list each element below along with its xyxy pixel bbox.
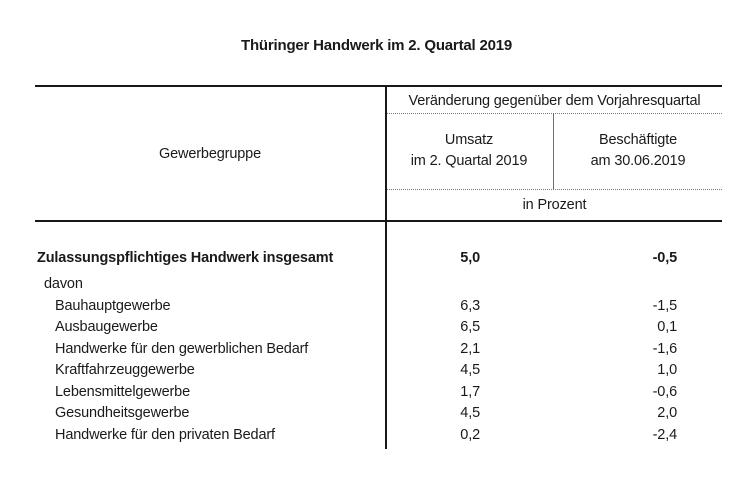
column-header-umsatz-line2: im 2. Quartal 2019 <box>410 153 528 169</box>
column-header-beschaeftigte <box>554 130 722 172</box>
column-header-gewerbegruppe: Gewerbegruppe <box>158 146 262 162</box>
table-row <box>35 403 722 425</box>
row-beschaeftigte-value: -1,6 <box>652 340 677 357</box>
row-beschaeftigte-value: -0,5 <box>652 249 677 266</box>
page-title: Thüringer Handwerk im 2. Quartal 2019 <box>240 37 513 54</box>
row-beschaeftigte-value: 1,0 <box>657 362 677 379</box>
table-row <box>35 381 722 403</box>
row-label: Handwerke für den gewerblichen Bedarf <box>55 340 309 357</box>
table-row <box>35 360 722 382</box>
column-header-umsatz <box>385 130 553 172</box>
table-top-border <box>35 85 722 87</box>
row-umsatz-value: 0,2 <box>460 426 480 443</box>
header-dotted-line-bottom <box>387 189 722 190</box>
column-header-beschaeftigte-line1: Beschäftigte <box>599 132 677 148</box>
row-umsatz-value: 6,5 <box>460 319 480 336</box>
row-umsatz-value: 5,0 <box>460 249 480 266</box>
row-label: davon <box>44 276 83 293</box>
row-beschaeftigte-value: 0,1 <box>657 319 677 336</box>
row-umsatz-value: 6,3 <box>460 297 480 314</box>
row-label: Handwerke für den privaten Bedarf <box>55 426 275 443</box>
row-label: Kraftfahrzeuggewerbe <box>55 362 195 379</box>
table-header-bottom-border <box>35 220 722 222</box>
row-beschaeftigte-value: -1,5 <box>652 297 677 314</box>
span-header-veraenderung: Veränderung gegenüber dem Vorjahresquartal <box>408 93 701 109</box>
table-row <box>35 295 722 317</box>
table-row <box>35 424 722 446</box>
row-label: Gesundheitsgewerbe <box>55 405 190 422</box>
column-header-beschaeftigte-line2: am 30.06.2019 <box>590 153 686 169</box>
row-beschaeftigte-value: -0,6 <box>652 383 677 400</box>
row-umsatz-value: 4,5 <box>460 362 480 379</box>
header-dotted-line-top <box>387 113 722 114</box>
row-label: Lebensmittelgewerbe <box>55 383 190 400</box>
column-header-umsatz-line1: Umsatz <box>444 132 494 148</box>
table-row <box>35 247 722 269</box>
table-row <box>35 338 722 360</box>
row-umsatz-value: 1,7 <box>460 383 480 400</box>
row-label: Bauhauptgewerbe <box>55 297 171 314</box>
table-body <box>35 247 722 446</box>
table-row <box>35 274 722 296</box>
row-label: Zulassungspflichtiges Handwerk insgesamt <box>37 249 334 266</box>
row-beschaeftigte-value: 2,0 <box>657 405 677 422</box>
unit-row-label: in Prozent <box>522 197 587 213</box>
row-umsatz-value: 4,5 <box>460 405 480 422</box>
table-row <box>35 317 722 339</box>
row-beschaeftigte-value: -2,4 <box>652 426 677 443</box>
row-label: Ausbaugewerbe <box>55 319 158 336</box>
row-umsatz-value: 2,1 <box>460 340 480 357</box>
